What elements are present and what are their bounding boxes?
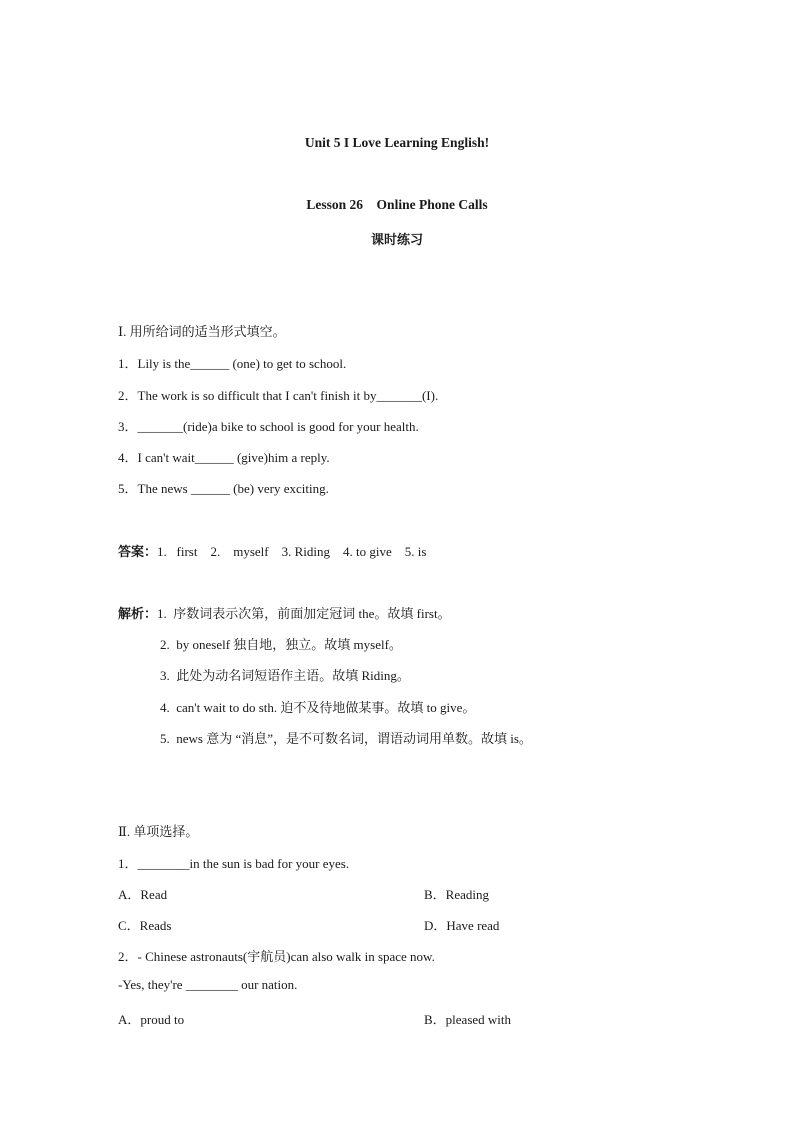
analysis-3: 3. 此处为动名词短语作主语。故填 Riding。 xyxy=(160,668,410,683)
mc-question-2: 2．- Chinese astronauts(宇航员)can also walk in space now. xyxy=(118,949,435,964)
question-2: 2．The work is so difficult that I can't finish it by_______(I). xyxy=(118,388,439,403)
section2-heading: Ⅱ. 单项选择。 xyxy=(118,824,199,839)
question-3: 3．_______(ride)a bike to school is good for your health. xyxy=(118,419,419,434)
question-5: 5．The news ______ (be) very exciting. xyxy=(118,481,329,496)
mc-question-1: 1．________in the sun is bad for your eyes. xyxy=(118,856,350,871)
mc-q2-option-a: A．proud to xyxy=(118,1012,185,1027)
subtitle: 课时练习 xyxy=(370,232,423,247)
lesson-title: Lesson 26 Online Phone Calls xyxy=(306,197,488,212)
analysis-4: 4. can't wait to do sth. 迫不及待地做某事。故填 to give。 xyxy=(160,700,476,715)
answer-line xyxy=(118,541,426,560)
question-1: 1．Lily is the______ (one) to get to school. xyxy=(118,356,347,371)
mc-question-2-line2: -Yes, they're ________ our nation. xyxy=(118,977,298,992)
analysis-line-1 xyxy=(118,603,451,622)
mc-q1-option-c: C．Reads xyxy=(118,918,172,933)
mc-q1-option-b: B．Reading xyxy=(424,887,489,902)
mc-q2-option-b: B．pleased with xyxy=(424,1012,512,1027)
analysis-2: 2. by oneself 独自地，独立。故填 myself。 xyxy=(160,637,402,652)
answer-values: 1. first 2. myself 3. Riding 4. to give 5. is xyxy=(157,544,427,559)
mc-q1-option-d: D．Have read xyxy=(424,918,500,933)
analysis-1: 1. 序数词表示次第，前面加定冠词 the。故填 first。 xyxy=(157,606,451,621)
section1-heading: Ⅰ. 用所给词的适当形式填空。 xyxy=(118,324,286,339)
analysis-label: 解析： xyxy=(118,606,158,621)
question-4: 4．I can't wait______ (give)him a reply. xyxy=(118,450,330,465)
mc-q1-option-a: A．Read xyxy=(118,887,168,902)
unit-title: Unit 5 I Love Learning English! xyxy=(304,135,490,150)
answer-label: 答案： xyxy=(118,544,158,559)
analysis-5: 5. news 意为 “消息”，是不可数名词，谓语动词用单数。故填 is。 xyxy=(160,731,532,746)
